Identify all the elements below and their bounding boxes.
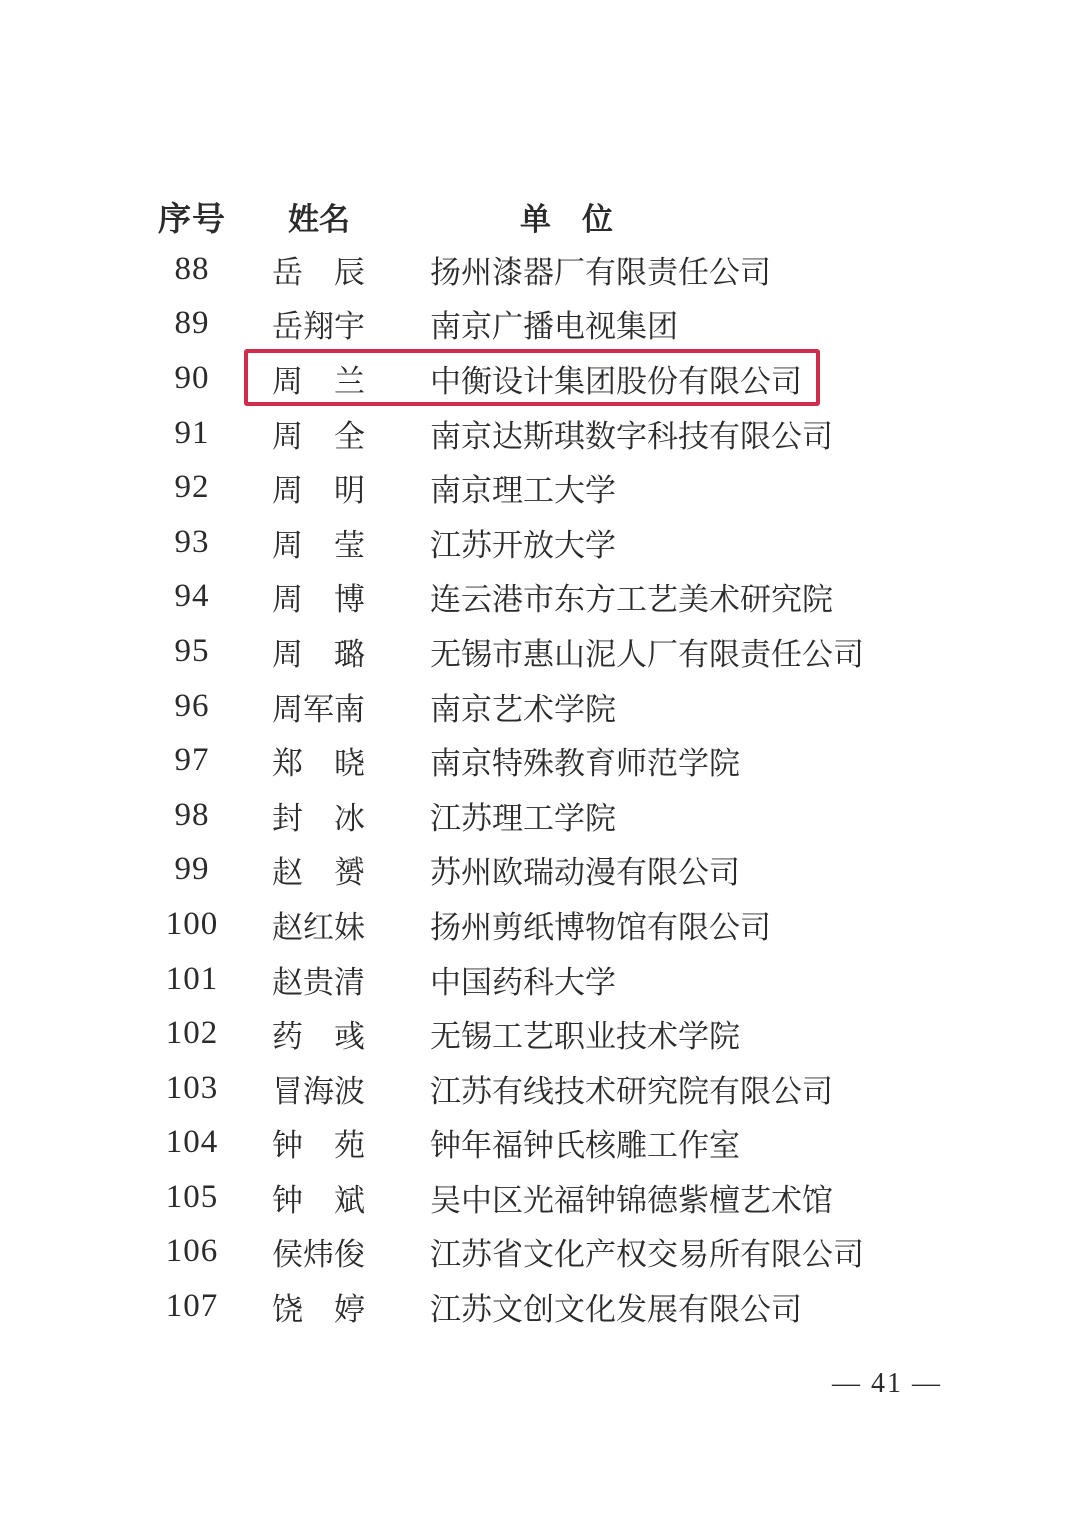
table-body <box>0 242 1080 1334</box>
cell-name: 药 彧 <box>272 1019 365 1055</box>
header-name: 姓名 <box>288 201 350 237</box>
cell-organization: 南京达斯琪数字科技有限公司 <box>430 418 833 454</box>
cell-serial-number: 104 <box>165 1124 219 1161</box>
header-organization: 单 位 <box>520 201 613 237</box>
cell-name: 郑 晓 <box>272 746 365 782</box>
table-row <box>0 1170 1080 1225</box>
table-row <box>0 297 1080 352</box>
cell-name: 周 全 <box>272 418 365 454</box>
cell-name: 周 明 <box>272 473 365 509</box>
cell-serial-number: 89 <box>174 305 210 342</box>
table-row <box>0 843 1080 898</box>
cell-name: 封 冰 <box>272 800 365 836</box>
cell-organization: 江苏开放大学 <box>430 527 616 563</box>
table-header-row <box>0 190 1080 242</box>
table-row <box>0 1006 1080 1061</box>
cell-organization: 江苏文创文化发展有限公司 <box>430 1292 802 1328</box>
cell-serial-number: 101 <box>165 960 219 997</box>
table-row <box>0 1061 1080 1116</box>
cell-serial-number: 96 <box>174 687 210 724</box>
cell-serial-number: 100 <box>165 905 219 942</box>
table-row <box>0 460 1080 515</box>
cell-organization: 江苏理工学院 <box>430 800 616 836</box>
cell-name: 岳 辰 <box>272 254 365 290</box>
cell-serial-number: 97 <box>174 742 210 779</box>
cell-organization: 南京艺术学院 <box>430 691 616 727</box>
cell-organization: 苏州欧瑞动漫有限公司 <box>430 855 740 891</box>
table-row <box>0 1225 1080 1280</box>
cell-name: 侯炜俊 <box>272 1237 365 1273</box>
cell-organization: 扬州漆器厂有限责任公司 <box>430 254 771 290</box>
cell-serial-number: 102 <box>165 1015 219 1052</box>
cell-serial-number: 106 <box>165 1233 219 1270</box>
table-row <box>0 952 1080 1007</box>
cell-organization: 南京特殊教育师范学院 <box>430 746 740 782</box>
cell-organization: 吴中区光福钟锦德紫檀艺术馆 <box>430 1182 833 1218</box>
cell-organization: 中衡设计集团股份有限公司 <box>430 363 802 399</box>
cell-serial-number: 94 <box>174 578 210 615</box>
cell-serial-number: 92 <box>174 469 210 506</box>
cell-name: 周 兰 <box>272 363 365 399</box>
page-number: — 41 — <box>832 1368 942 1399</box>
cell-serial-number: 103 <box>165 1069 219 1106</box>
cell-serial-number: 105 <box>165 1178 219 1215</box>
cell-name: 赵贵清 <box>272 964 365 1000</box>
cell-name: 周 博 <box>272 582 365 618</box>
cell-serial-number: 90 <box>174 359 210 396</box>
cell-serial-number: 98 <box>174 796 210 833</box>
table-row <box>0 788 1080 843</box>
cell-organization: 连云港市东方工艺美术研究院 <box>430 582 833 618</box>
cell-organization: 江苏省文化产权交易所有限公司 <box>430 1237 864 1273</box>
cell-serial-number: 88 <box>174 250 210 287</box>
table-row <box>0 570 1080 625</box>
table-row <box>0 406 1080 461</box>
table-row <box>0 733 1080 788</box>
cell-name: 饶 婷 <box>272 1292 365 1328</box>
table-row <box>0 679 1080 734</box>
cell-serial-number: 95 <box>174 632 210 669</box>
table-row <box>0 351 1080 406</box>
cell-serial-number: 99 <box>174 851 210 888</box>
cell-name: 周 莹 <box>272 527 365 563</box>
cell-name: 赵红妹 <box>272 909 365 945</box>
cell-name: 岳翔宇 <box>272 309 365 345</box>
cell-serial-number: 107 <box>165 1288 219 1325</box>
table-row <box>0 1279 1080 1334</box>
cell-serial-number: 91 <box>174 414 210 451</box>
cell-name: 周军南 <box>272 691 365 727</box>
cell-name: 钟 斌 <box>272 1182 365 1218</box>
cell-name: 赵 赟 <box>272 855 365 891</box>
cell-organization: 中国药科大学 <box>430 964 616 1000</box>
table-row <box>0 515 1080 570</box>
cell-name: 冒海波 <box>272 1073 365 1109</box>
cell-organization: 南京广播电视集团 <box>430 309 678 345</box>
cell-name: 周 璐 <box>272 636 365 672</box>
table-row <box>0 242 1080 297</box>
table-row <box>0 624 1080 679</box>
cell-organization: 江苏有线技术研究院有限公司 <box>430 1073 833 1109</box>
cell-name: 钟 苑 <box>272 1128 365 1164</box>
cell-serial-number: 93 <box>174 523 210 560</box>
table-row <box>0 897 1080 952</box>
cell-organization: 南京理工大学 <box>430 473 616 509</box>
cell-organization: 扬州剪纸博物馆有限公司 <box>430 909 771 945</box>
header-serial-number: 序号 <box>158 201 226 238</box>
cell-organization: 无锡市惠山泥人厂有限责任公司 <box>430 636 864 672</box>
cell-organization: 钟年福钟氏核雕工作室 <box>430 1128 740 1164</box>
cell-organization: 无锡工艺职业技术学院 <box>430 1019 740 1055</box>
table-row <box>0 1116 1080 1171</box>
